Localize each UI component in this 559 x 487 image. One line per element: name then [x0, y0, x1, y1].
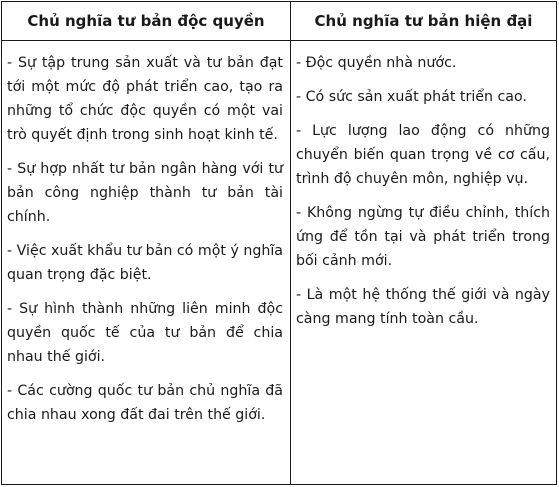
left-item: - Các cường quốc tư bản chủ nghĩa đã chia nhau xong đất đai trên thế giới.: [7, 383, 283, 423]
header-right: Chủ nghĩa tư bản hiện đại: [314, 12, 533, 30]
left-item: - Việc xuất khẩu tư bản có một ý nghĩa quan trọng đặc biệt.: [7, 243, 283, 283]
column-divider: [290, 2, 291, 484]
left-item: - Sự tập trung sản xuất và tư bản đạt tới một mức độ phát triển cao, tạo ra những tổ chức độc quyền có một vai trò quyết định trong sinh hoạt kinh tế.: [7, 55, 283, 143]
right-item: - Có sức sản xuất phát triển cao.: [296, 89, 527, 105]
header-left: Chủ nghĩa tư bản độc quyền: [27, 12, 265, 30]
left-item: - Sự hình thành những liên minh độc quyền quốc tế của tư bản để chia nhau thế giới.: [7, 301, 283, 365]
right-item: - Là một hệ thống thế giới và ngày càng mang tính toàn cầu.: [296, 287, 550, 327]
right-column-cell: [296, 41, 550, 331]
comparison-table: [1, 1, 557, 485]
right-item: - Lực lượng lao động có những chuyển biến quan trọng về cơ cấu, trình độ chuyên môn, nghiệp vụ.: [296, 123, 550, 187]
right-item: - Độc quyền nhà nước.: [296, 55, 457, 71]
right-item: - Không ngừng tự điều chỉnh, thích ứng để tồn tại và phát triển trong bối cảnh mới.: [296, 205, 550, 269]
left-item: - Sự hợp nhất tư bản ngân hàng với tư bản công nghiệp thành tư bản tài chính.: [7, 161, 283, 225]
left-column-cell: [7, 41, 283, 427]
